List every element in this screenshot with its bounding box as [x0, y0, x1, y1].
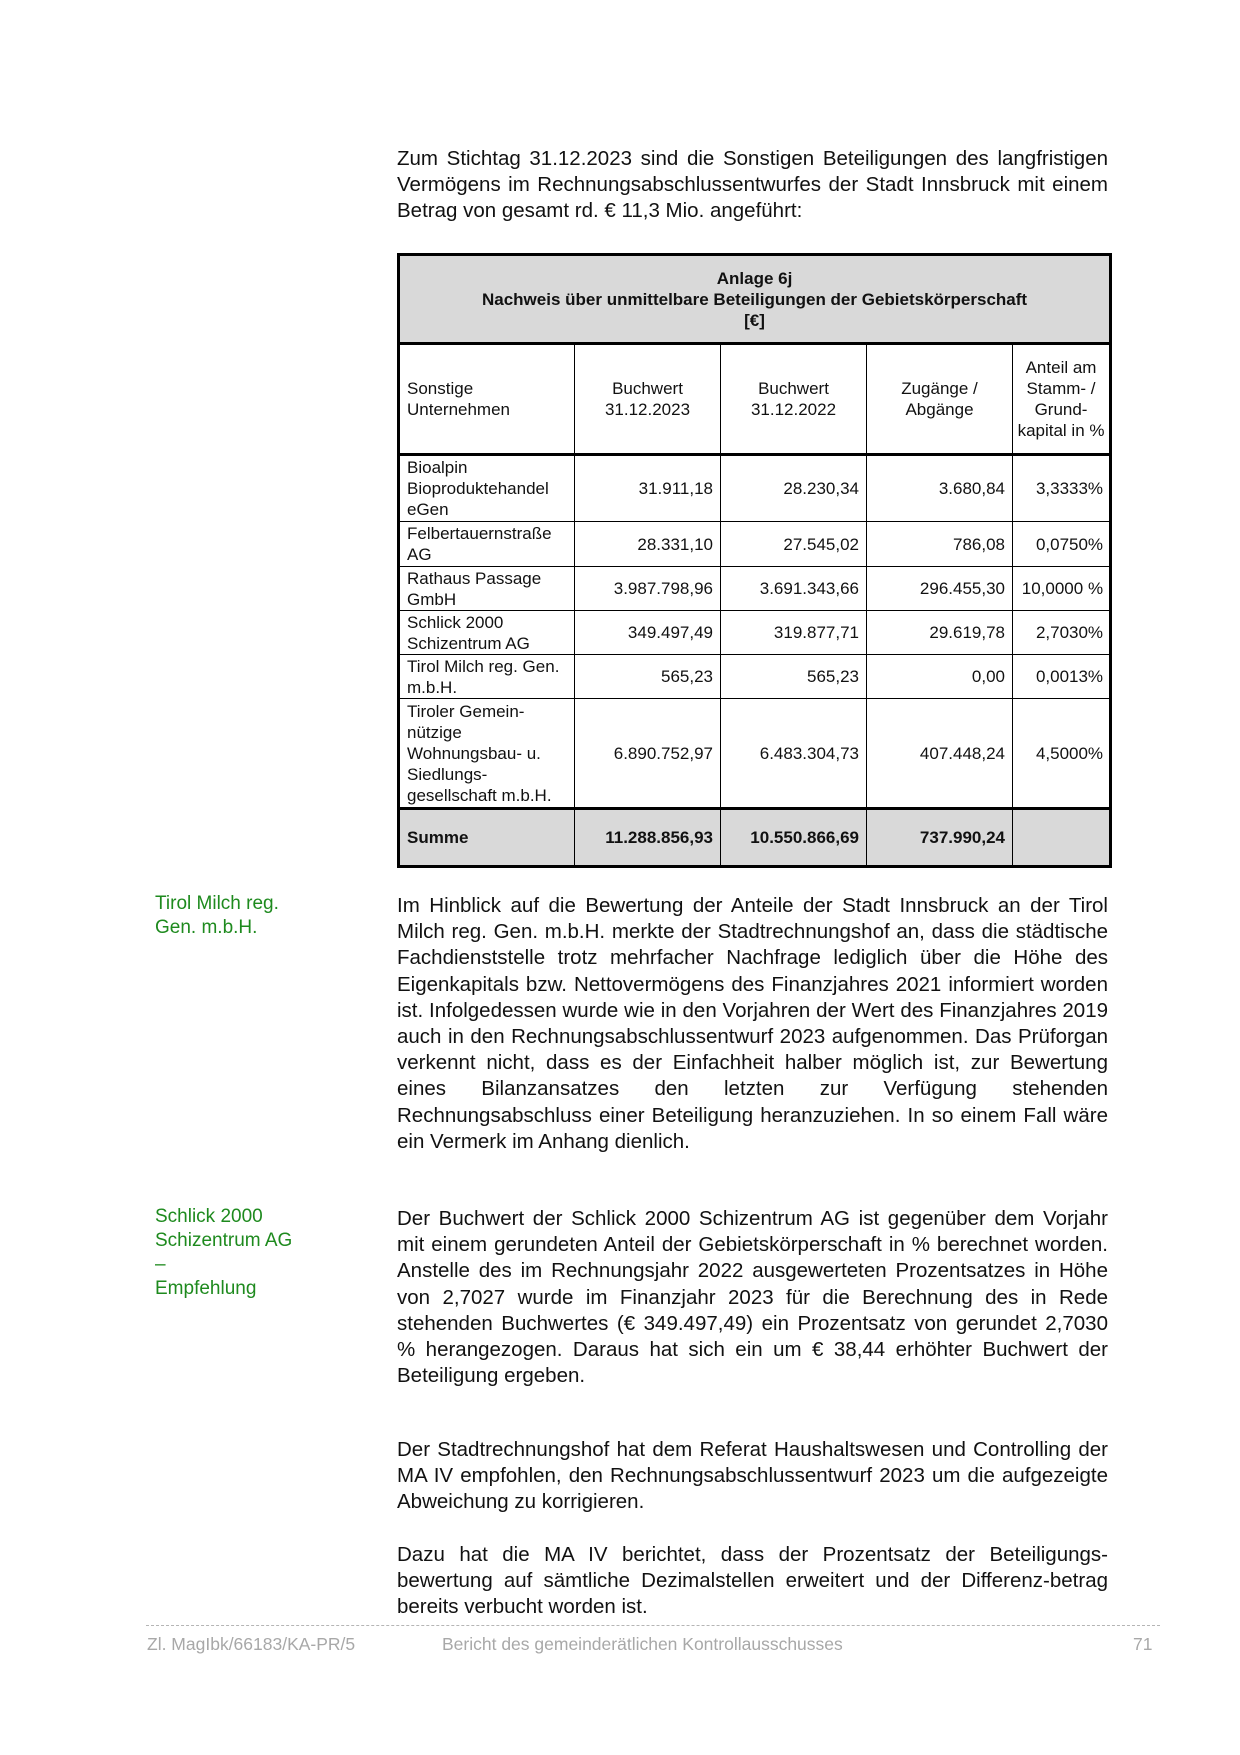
cell-bw2023: 31.911,18 [575, 455, 721, 522]
cell-bw2022: 565,23 [721, 655, 867, 699]
schlick-paragraph-1: Der Buchwert der Schlick 2000 Schizentrum AG ist gegenüber dem Vorjahr mit einem gerundeten Anteil der Gebietskörperschaft in % berechnet worden. Anstelle des im Rechnungsjahr 2022 ausgewerteten Prozentsatzes in Höhe von 2,7027 wurde im Finanzjahr 2023 für die Berechnung des in Rede stehenden Buchwertes (€ 349.497,49) ein Prozentsatz von gerundet 2,7030 % herangezogen. Daraus hat sich ein um € 38,44 erhöhter Buchwert der Beteiligung ergeben. [397, 1207, 1108, 1388]
table-row [399, 455, 1111, 522]
cell-bw2023: 3.987.798,96 [575, 567, 721, 611]
cell-bw2023: 28.331,10 [575, 522, 721, 567]
col-header-bw2022: Buchwert 31.12.2022 [721, 344, 867, 455]
table-title-line-2: Nachweis über unmittelbare Beteiligungen der Gebietskörperschaft [481, 289, 1028, 309]
margin-note-line: Schizentrum AG [155, 1230, 293, 1251]
cell-change: 296.455,30 [867, 567, 1013, 611]
schlick-paragraph-3: Dazu hat die MA IV berichtet, dass der Prozentsatz der Beteiligungs-bewertung auf sämtliche Dezimalstellen erweitert und der Differenz-betrag bereits verbucht worden ist. [397, 1543, 1108, 1619]
cell-bw2022: 3.691.343,66 [721, 567, 867, 611]
footer-divider [146, 1625, 1160, 1626]
table-sum-row [399, 809, 1111, 867]
table-row [399, 611, 1111, 655]
footer-page-number: 71 [1133, 1634, 1153, 1654]
cell-company: Tiroler Gemein-nützige Wohnungsbau- u. Siedlungs-gesellschaft m.b.H. [399, 699, 575, 809]
cell-change: 29.619,78 [867, 611, 1013, 655]
cell-share: 0,0013% [1013, 655, 1111, 699]
sum-bw2023: 11.288.856,93 [575, 809, 721, 867]
cell-bw2022: 27.545,02 [721, 522, 867, 567]
cell-share: 0,0750% [1013, 522, 1111, 567]
table-row [399, 655, 1111, 699]
col-header-bw2023: Buchwert 31.12.2023 [575, 344, 721, 455]
cell-share: 10,0000 % [1013, 567, 1111, 611]
sum-bw2022: 10.550.866,69 [721, 809, 867, 867]
cell-company: Tirol Milch reg. Gen. m.b.H. [399, 655, 575, 699]
cell-change: 0,00 [867, 655, 1013, 699]
participations-table [397, 253, 1112, 868]
cell-company: Felbertauernstraße AG [399, 522, 575, 567]
margin-note-line: Schlick 2000 [155, 1206, 263, 1227]
margin-note-line: Gen. m.b.H. [155, 917, 258, 938]
tirol-milch-paragraph: Im Hinblick auf die Bewertung der Anteile der Stadt Innsbruck an der Tirol Milch reg. Gen. m.b.H. merkte der Stadtrechnungshof an, dass die städtische Fachdienststelle trotz mehrfacher Nachfrage lediglich über die Höhe des Eigenkapitals bzw. Nettovermögens des Finanzjahres 2021 informiert worden ist. Infolgedessen wurde wie in den Vorjahren der Wert des Finanzjahres 2019 auch in den Rechnungsabschlussentwurf 2023 aufgenommen. Das Prüforgan verkennt nicht, dass es der Einfachheit halber möglich ist, zur Bewertung eines Bilanzansatzes den letzten zur Verfügung stehenden Rechnungsabschluss einer Beteiligung heranzuziehen. In so einem Fall wäre ein Vermerk im Anhang dienlich. [397, 894, 1108, 1153]
sum-label: Summe [399, 809, 575, 867]
table-row [399, 567, 1111, 611]
footer-title: Bericht des gemeinderätlichen Kontrollausschusses [442, 1634, 843, 1654]
col-header-company: Sonstige Unternehmen [399, 344, 575, 455]
cell-change: 3.680,84 [867, 455, 1013, 522]
col-header-share: Anteil am Stamm- / Grund-kapital in % [1013, 344, 1111, 455]
schlick-paragraph-2: Der Stadtrechnungshof hat dem Referat Haushaltswesen und Controlling der MA IV empfohlen, den Rechnungsabschlussentwurf 2023 um die aufgezeigte Abweichung zu korrigieren. [397, 1438, 1108, 1514]
cell-bw2023: 349.497,49 [575, 611, 721, 655]
table-title-line-1: Anlage 6j [716, 268, 793, 288]
cell-change: 407.448,24 [867, 699, 1013, 809]
margin-note-tirol-milch [155, 892, 355, 940]
margin-note-line: – [155, 1254, 166, 1275]
table-title-line-3: [€] [744, 310, 765, 330]
margin-note-schlick-empfehlung [155, 1205, 355, 1301]
cell-bw2023: 565,23 [575, 655, 721, 699]
cell-share: 2,7030% [1013, 611, 1111, 655]
sum-change: 737.990,24 [867, 809, 1013, 867]
cell-change: 786,08 [867, 522, 1013, 567]
cell-bw2022: 6.483.304,73 [721, 699, 867, 809]
table-row [399, 522, 1111, 567]
margin-note-line: Empfehlung [155, 1278, 257, 1299]
sum-share [1013, 809, 1111, 867]
table-title-row [399, 255, 1111, 344]
footer-reference: Zl. MagIbk/66183/KA-PR/5 [147, 1634, 356, 1654]
table-row [399, 699, 1111, 809]
table-title [399, 255, 1111, 344]
cell-share: 4,5000% [1013, 699, 1111, 809]
cell-bw2022: 319.877,71 [721, 611, 867, 655]
cell-bw2022: 28.230,34 [721, 455, 867, 522]
table-header-row [399, 344, 1111, 455]
intro-paragraph: Zum Stichtag 31.12.2023 sind die Sonstigen Beteiligungen des langfristigen Vermögens im Rechnungsabschlussentwurfes der Stadt Innsbruck mit einem Betrag von gesamt rd. € 11,3 Mio. angeführt: [397, 147, 1108, 223]
margin-note-line: Tirol Milch reg. [155, 893, 279, 914]
cell-bw2023: 6.890.752,97 [575, 699, 721, 809]
cell-company: Rathaus Passage GmbH [399, 567, 575, 611]
cell-share: 3,3333% [1013, 455, 1111, 522]
cell-company: Schlick 2000 Schizentrum AG [399, 611, 575, 655]
col-header-change: Zugänge / Abgänge [867, 344, 1013, 455]
cell-company: Bioalpin Bioproduktehandel eGen [399, 455, 575, 522]
